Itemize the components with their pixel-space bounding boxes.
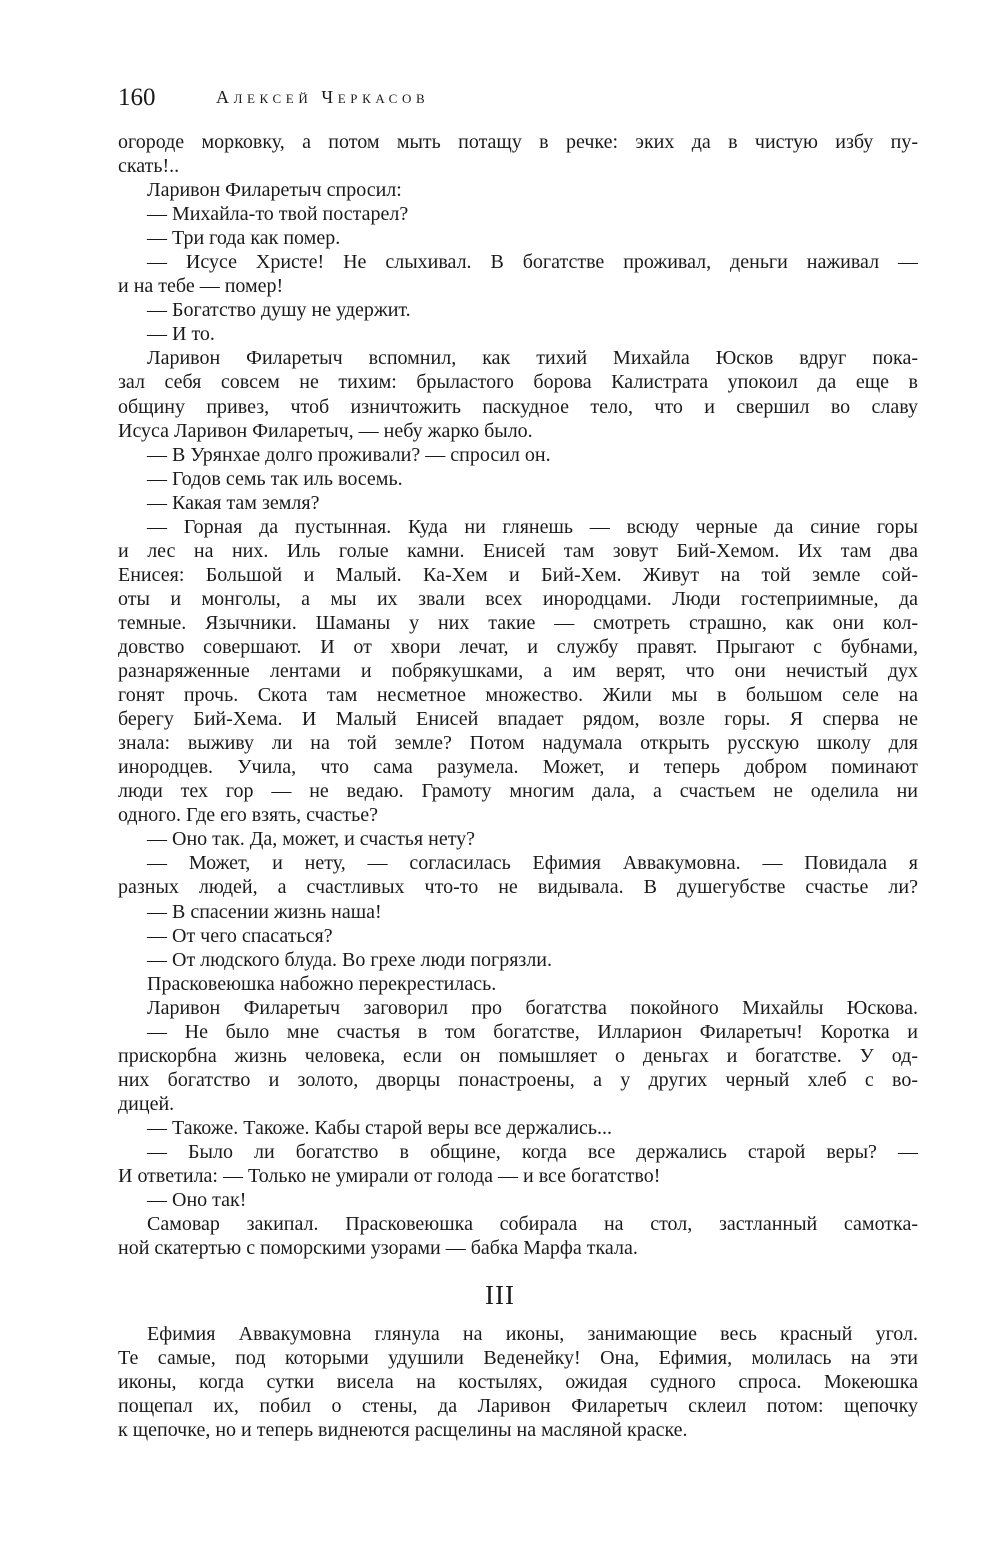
text-line: темные. Язычники. Шаманы у них такие — смотреть страшно, как они кол- [118,611,918,634]
text-line: — Оно так. Да, может, и счастья нету? [147,828,476,851]
text-line: них богатство и золото, дворцы понастроены, а у других черный хлеб с во- [118,1068,918,1091]
text-line: — Такоже. Такоже. Кабы старой веры все держались... [147,1116,613,1139]
text-line: — Три года как помер. [147,227,341,250]
text-line: разнаряженные лентами и побрякушками, а им верят, что они нечистый дух [118,660,918,683]
text-line: — Богатство душу не удержит. [147,299,411,322]
text-line: люди тех гор — не ведаю. Грамоту многим дала, а счастьем не оделила ни [118,780,918,803]
text-line: разных людей, а счастливых что-то не видывала. В душегубстве счастье ли? [118,876,918,899]
text-line: ной скатертью с поморскими узорами — бабка Марфа ткала. [118,1237,638,1260]
text-line: знала: выживу ли на той земле? Потом надумала открыть русскую школу для [118,732,918,755]
text-line: — От чего спасаться? [147,924,333,947]
text-line: Прасковеюшка набожно перекрестилась. [147,972,497,995]
text-line: Ларивон Филаретыч заговорил про богатства покойного Михайлы Юскова. [147,996,918,1019]
text-line: и лес на них. Иль голые камни. Енисей там зовут Бий-Хемом. Их там два [118,539,918,562]
body-text [118,130,918,1260]
text-line: Исуса Ларивон Филаретыч, — небу жарко было. [118,419,533,442]
text-line: Енисея: Большой и Малый. Ка-Хем и Бий-Хем. Живут на той земле сой- [118,563,918,586]
text-line: — От людского блуда. Во грехе люди погрязли. [147,948,553,971]
text-line: иконы, когда сутки висела на костылях, ожидая судного спроса. Мокеюшка [118,1371,918,1394]
text-line: И ответила: — Только не умирали от голода — и все богатство! [118,1165,661,1188]
text-line: Ефимия Аввакумовна глянула на иконы, занимающие весь красный угол. [147,1323,918,1345]
text-line: — Было ли богатство в общине, когда все держались старой веры? — [147,1140,918,1163]
running-head: Алексей Черкасов [216,87,430,107]
text-line: гонят прочь. Скота там несметное множество. Жили мы в большом селе на [118,684,918,707]
text-line: — Исусе Христе! Не слыхивал. В богатстве проживал, деньги наживал — [147,251,918,274]
text-line: Самовар закипал. Прасковеюшка собирала на стол, застланный самотка- [147,1213,918,1236]
text-line: довство совершают. И от хвори лечат, и службу правят. Прыгают с бубнами, [118,635,918,658]
text-line: пощепал их, побил о стены, да Ларивон Филаретыч склеил потом: щепочку [118,1395,918,1418]
text-line: — И то. [147,323,215,346]
text-line: инородцев. Учила, что сама разумела. Может, и теперь добром поминают [118,756,918,779]
text-line: оты и монголы, а мы их звали всех инородцами. Люди гостеприимные, да [118,587,918,610]
page-number: 160 [118,84,156,111]
text-line: скать!.. [118,155,180,178]
text-line: прискорбна жизнь человека, если он помышляет о деньгах и богатстве. У од- [118,1044,918,1067]
text-line: — Какая там земля? [147,491,320,514]
text-line: берегу Бий-Хема. И Малый Енисей впадает рядом, возле горы. Я сперва не [118,708,918,731]
text-line: Ларивон Филаретыч вспомнил, как тихий Михайла Юсков вдруг пока- [147,347,918,370]
text-line: Те самые, под которыми удушили Веденейку! Она, Ефимия, молилась на эти [118,1347,918,1370]
text-line: Ларивон Филаретыч спросил: [147,179,402,202]
text-line: одного. Где его взять, счастье? [118,804,379,827]
text-line: — Может, и нету, — согласилась Ефимия Аввакумовна. — Повидала я [147,852,918,875]
text-line: — Не было мне счастья в том богатстве, Илларион Филаретыч! Коротка и [147,1020,918,1043]
text-line: — В Урянхае долго проживали? — спросил он. [147,443,551,466]
text-line: дицей. [118,1092,175,1115]
chapter-heading: III [485,1280,515,1310]
text-line: — В спасении жизнь наша! [147,900,382,923]
text-line: к щепочке, но и теперь виднеются расщелины на масляной краске. [118,1419,688,1442]
text-line: — Оно так! [147,1189,247,1212]
text-line: — Михайла-то твой постарел? [147,203,409,226]
body-text-continued [118,1322,918,1442]
text-line: зал себя совсем не тихим: брыластого борова Калистрата упокоил да еще в [118,371,918,394]
page-header [118,84,918,114]
text-line: общину привез, чтоб изничтожить паскудное тело, что и свершил во славу [118,395,918,418]
text-line: и на тебе — помер! [118,275,284,298]
text-line: — Горная да пустынная. Куда ни глянешь — всюду черные да синие горы [147,515,918,538]
text-line: — Годов семь так иль восемь. [147,467,403,490]
text-line: огороде морковку, а потом мыть потащу в речке: эких да в чистую избу пу- [118,131,918,153]
